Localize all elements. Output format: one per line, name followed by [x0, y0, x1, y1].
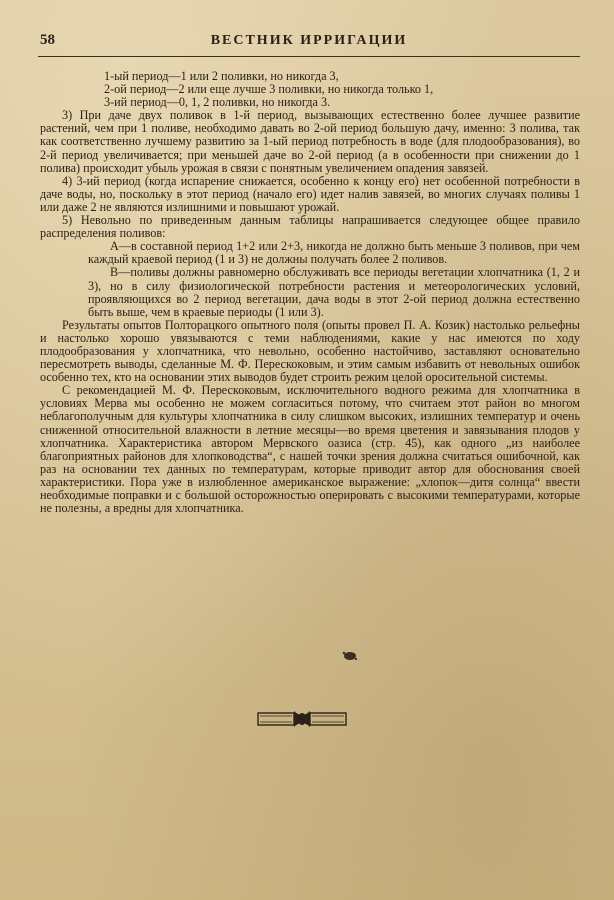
rule-b: В—поливы должны равномерно обслуживать все периоды вегетации хлопчатника (1, 2 и 3), но в силу физиологической потребности растения и метеорологических условий, проявляющихся во 2 период вегетации, дача воды в этот 2-ой период должна естественно быть выше, чем в краевые периоды (1 или 3).: [88, 265, 580, 319]
page-header: [38, 30, 580, 52]
paragraph-4: 4) 3-ий период (когда испарение снижается, особенно к концу его) нет особенной потребности в даче воды, но, поскольку в этот период (начало его) идет налив завязей, во многих случаях поливы 1 или даже 2 не являются излишними и повышают урожай.: [40, 173, 580, 214]
header-rule: [38, 56, 580, 57]
paragraph-5: 5) Невольно по приведенным данным таблицы напрашивается следующее общее правило распределения поливов:: [40, 213, 580, 241]
results-paragraph: Результаты опытов Полторацкого опытного поля (опыты провел П. А. Козик) настолько рельефны и настолько хорошо увязываются с теми наблюдениями, какие у нас имеются по ходу плодообразования у хлопчатника, что невольно, особенно настойчиво, заставляют основательно пересмотреть выводы, сделанные М. Ф. Перескоковым, и этим самым избавить от невольных ошибок особенно тех, кто на основании этих выводов будет строить режим целой оросительной системы.: [40, 317, 580, 385]
paragraph-3: 3) При даче двух поливок в 1-й период, вызывающих естественно более лучшее развитие растений, чем при 1 поливе, необходимо давать во 2-ой период большую дачу, именно: 3 полива, так как соответственно лучшему развитию за 1-ый период потребность в воде (для плодообразования), во 2-й период увеличивается; при меньшей даче во 2-ой период (а в особенности при снижении до 1 полива) происходит убыль урожая в связи с понятным увеличением опадения завязей.: [40, 108, 580, 175]
period-line-3: 3-ий период—0, 1, 2 поливки, но никогда 3.: [104, 95, 331, 110]
period-line-2: 2-ой период—2 или еще лучше 3 поливки, но никогда только 1,: [104, 82, 434, 97]
bow-ornament-icon: [256, 706, 348, 732]
running-title: ВЕСТНИК ИРРИГАЦИИ: [210, 33, 408, 48]
recommendation-paragraph: С рекомендацией М. Ф. Перескоковым, исключительного водного режима для хлопчатника в условиях Мерва мы особенно не можем согласиться потому, что считаем этот район во многом неблагополучным для культуры хлопчатника в силу слишком высоких, излишних температур и очень сниженной относительной влажности в летние месяцы—во время цветения и завязывания плодов у хлопчатника. Характеристика автором Мервского оазиса (стр. 45), как одного „из наиболее благоприятных районов для хлопководства“, с нашей точки зрения должна считаться ошибочной, как раз на основании тех данных по температурам, которые приводит автор для обоснования своей характеристики. Пора уже в излюбленное американское выражение: „хлопок—дитя солнца“ ввести необходимые поправки и с большой осторожностью оперировать с высокими температурами, которые не полезны, а вредны для хлопчатника.: [40, 383, 580, 516]
article-body: [40, 70, 580, 515]
rule-a: А—в составной период 1+2 или 2+3, никогда не должно быть меньше 3 поливов, при чем каждый краевой период (1 и 3) не должны получать более 2 поливов.: [88, 239, 580, 267]
period-line-1: 1-ый период—1 или 2 поливки, но никогда 3,: [104, 69, 339, 83]
rules-block: [40, 240, 580, 319]
ink-blot-icon: [341, 649, 359, 663]
page-number: 58: [40, 32, 55, 48]
